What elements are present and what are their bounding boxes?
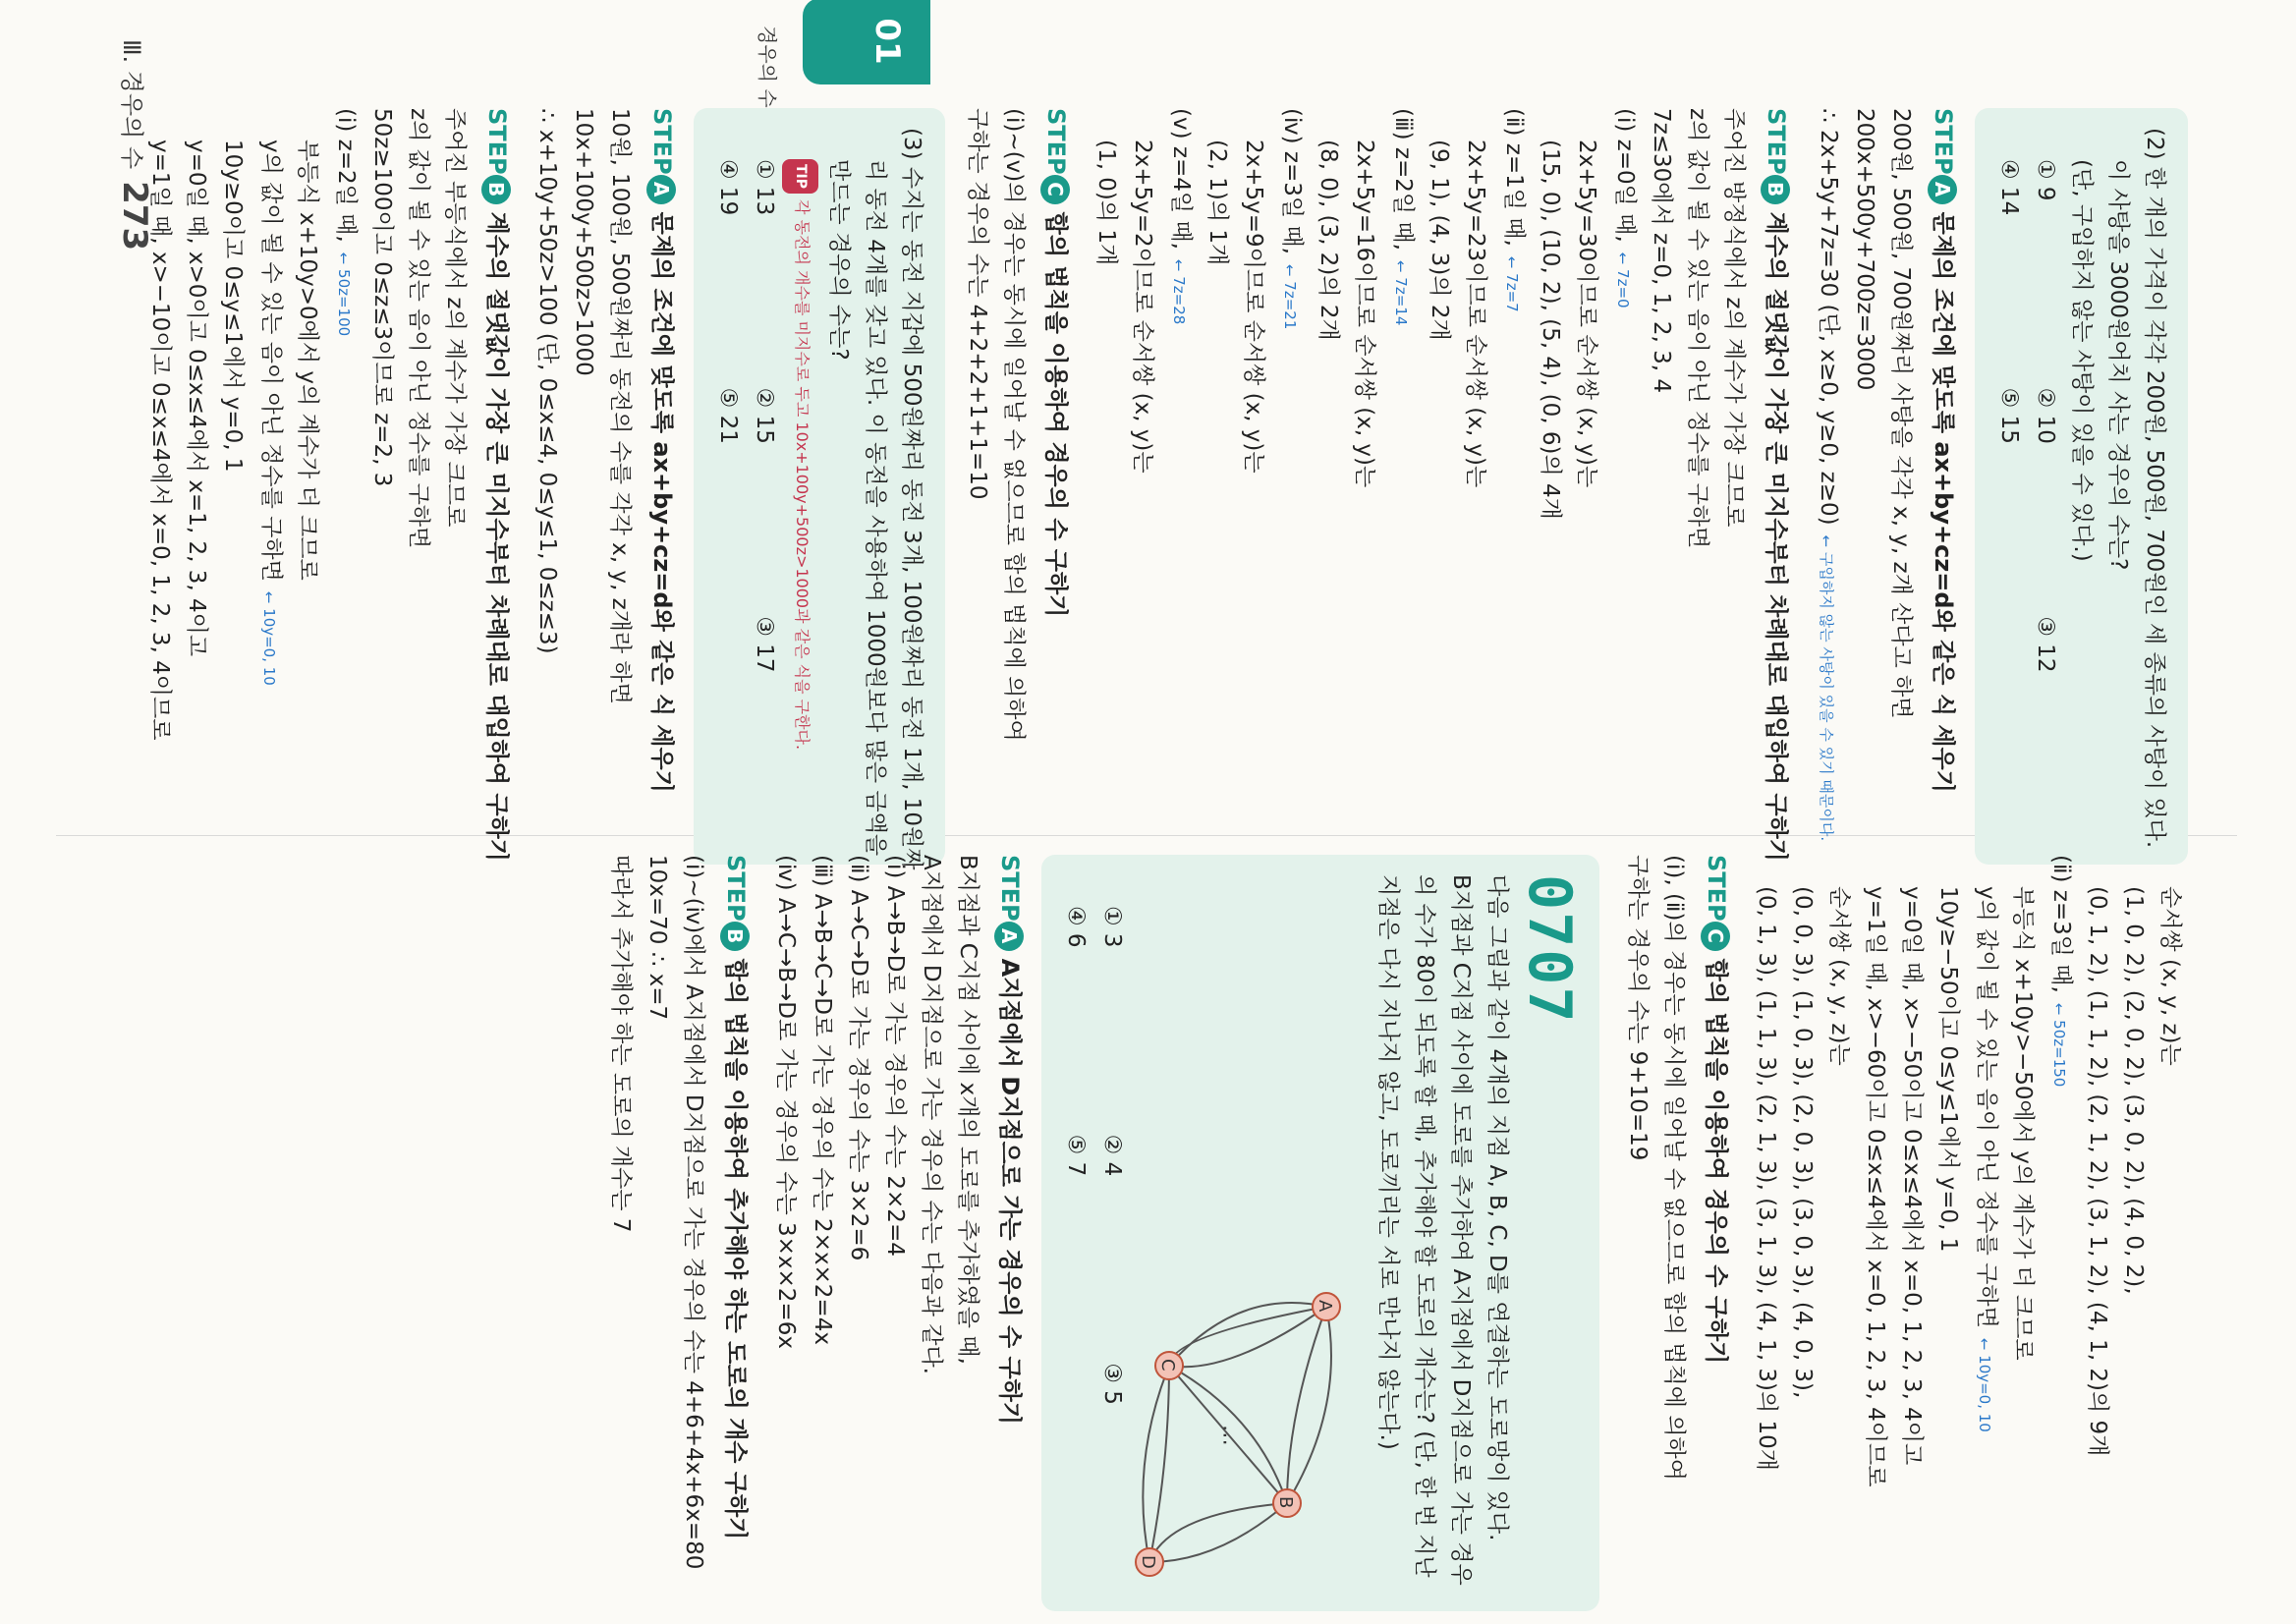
text-line: 2x+5y=9이므로 순서쌍 (x, y)는 (1241, 140, 1266, 474)
problem-number: 0707 (1515, 874, 1584, 1025)
question-2-box (1975, 108, 2188, 865)
q3-step-a-heading: STEPA문제의 조건에 맞도록 ax+by+cz=d와 같은 식 세우기 (648, 108, 676, 793)
text-line: 200원, 500원, 700원짜리 사탕을 각각 x, y, z개 산다고 하면 (1888, 108, 1914, 719)
step-c-heading: STEPC합의 법칙을 이용하여 경우의 수 구하기 (1703, 855, 1730, 1365)
svg-text:A: A (1315, 1300, 1335, 1313)
road-a-b (1287, 1307, 1326, 1503)
text-line: y=1일 때, x>−60이고 0≤x≤4에서 x=0, 1, 2, 3, 4이므로 (1863, 886, 1888, 1487)
text-line: 200x+500y+700z=3000 (1852, 108, 1877, 391)
choice[interactable]: ④ 6 (1063, 906, 1089, 948)
q3-line: 만드는 경우의 수는? (826, 159, 852, 361)
text-line: 구하는 경우의 수는 9+10=19 (1625, 855, 1651, 1161)
node-b (1273, 1489, 1301, 1517)
q3-choices (709, 128, 782, 845)
q2-line: 이 사탕을 3000원어치 사는 경우의 수는? (2105, 159, 2131, 571)
step-badge: B (1761, 175, 1790, 204)
chapter-number: 01 (868, 18, 907, 65)
text-line: 부등식 x+10y>0에서 y의 계수가 더 크므로 (295, 140, 320, 581)
problem-line: B지점과 C지점 사이에 도로를 추가하여 A지점에서 D지점으로 가는 경우 (1448, 874, 1474, 1586)
text-line: (1, 0)의 1개 (1093, 140, 1119, 266)
text-line: A지점에서 D지점으로 가는 경우의 수는 다음과 같다. (919, 855, 944, 1374)
node-a (1313, 1293, 1340, 1320)
step-c-heading: STEPC합의 법칙을 이용하여 경우의 수 구하기 (1042, 108, 1070, 618)
road-b-d (1149, 1503, 1287, 1562)
choice[interactable]: ② 15 (752, 387, 777, 444)
choice[interactable]: ⑤ 7 (1063, 1134, 1089, 1177)
choice[interactable]: ④ 19 (715, 159, 741, 216)
case-head: (ⅳ) z=3일 때,← 7z=21 (1279, 108, 1305, 330)
choice[interactable]: ① 13 (752, 159, 777, 216)
text-line: 10y≥0이고 0≤y≤1에서 y=0, 1 (220, 140, 246, 473)
road-b-d (1149, 1503, 1287, 1562)
text-line: 7z≤30에서 z=0, 1, 2, 3, 4 (1649, 108, 1674, 393)
svg-text:D: D (1138, 1555, 1158, 1569)
choice[interactable]: ② 10 (2033, 387, 2058, 444)
choice[interactable]: ② 4 (1099, 1134, 1125, 1177)
text-line: 2x+5y=23이므로 순서쌍 (x, y)는 (1463, 140, 1488, 488)
svg-text:B: B (1275, 1496, 1296, 1509)
text-line: (ⅰ)~(ⅴ)의 경우는 동시에 일어날 수 없으므로 합의 법칙에 의하여 (1001, 108, 1027, 742)
step-title: 합의 법칙을 이용하여 경우의 수 구하기 (1042, 211, 1070, 618)
text-line: (0, 1, 2), (1, 1, 2), (2, 1, 2), (3, 1, 2), (4, 1, 2)의 9개 (2085, 886, 2110, 1457)
page-footer (115, 39, 154, 251)
chapter-tab (756, 0, 930, 108)
step-b-heading: STEPB합의 법칙을 이용하여 추가해야 하는 도로의 개수 구하기 (722, 855, 750, 1540)
text-line: (ⅰ) A→B→D로 가는 경우의 수는 2×2=4 (882, 855, 908, 1257)
left-column (141, 108, 2188, 870)
step-title: 계수의 절댓값이 가장 큰 미지수부터 차례대로 대입하여 구하기 (1763, 211, 1790, 862)
text-line: B지점과 C지점 사이에 x개의 도로를 추가하였을 때, (955, 855, 980, 1365)
case-head: (ⅱ) z=3일 때,← 50z=150 (2048, 855, 2074, 1088)
text-line: (0, 1, 3), (1, 1, 3), (2, 1, 3), (3, 1, 3), (4, 1, 3)의 10개 (1754, 886, 1779, 1471)
chapter-label: 경우의 수 (756, 26, 779, 108)
text-line: y의 값이 될 수 있는 음이 아닌 정수를 구하면← 10y=0, 10 (1974, 886, 1999, 1432)
text-line: 주어진 부등식에서 z의 계수가 가장 크므로 (442, 108, 468, 528)
road-a-c (1169, 1307, 1326, 1366)
text-line: 부등식 x+10y>−50에서 y의 계수가 더 크므로 (2010, 886, 2036, 1361)
choice[interactable]: ③ 5 (1099, 1363, 1125, 1405)
choice[interactable]: ④ 14 (1996, 159, 2022, 216)
text-line: 2x+5y=2이므로 순서쌍 (x, y)는 (1130, 140, 1155, 474)
choice[interactable]: ⑤ 15 (1996, 387, 2022, 444)
text-line: 구하는 경우의 수는 4+2+2+1+1=10 (965, 108, 990, 500)
choice[interactable]: ⑤ 21 (715, 387, 741, 444)
choice[interactable]: ③ 12 (2033, 616, 2058, 673)
road-network-diagram (1130, 1267, 1366, 1592)
page-number: 273 (115, 181, 154, 252)
text-line: 50z≥100이고 0≤z≤3이므로 z=2, 3 (369, 108, 395, 487)
text-line: (ⅰ), (ⅱ)의 경우는 동시에 일어날 수 없으므로 합의 법칙에 의하여 (1661, 855, 1687, 1481)
text-line: (ⅳ) A→C→B→D로 가는 경우의 수는 3×x×2=6x (773, 855, 799, 1349)
text-line: z의 값이 될 수 있는 음이 아닌 정수를 구하면 (1685, 108, 1710, 549)
text-line: z의 값이 될 수 있는 음이 아닌 정수를 구하면 (406, 108, 431, 549)
text-line: 순서쌍 (x, y, z)는 (2157, 886, 2183, 1066)
case-head: (ⅴ) z=4일 때,← 7z=28 (1168, 108, 1194, 325)
text-line: y=0일 때, x>−50이고 0≤x≤4에서 x=0, 1, 2, 3, 4이고 (1899, 886, 1925, 1466)
step-b-heading: STEPB계수의 절댓값이 가장 큰 미지수부터 차례대로 대입하여 구하기 (1763, 108, 1790, 862)
text-line: y=0일 때, x>0이고 0≤x≤4에서 x=1, 2, 3, 4이고 (184, 140, 209, 657)
node-c (1155, 1352, 1183, 1379)
text-line: 순서쌍 (x, y, z)는 (1826, 886, 1852, 1066)
node-d (1136, 1548, 1163, 1576)
choice[interactable]: ① 9 (2033, 159, 2058, 201)
q3-line: (3) 수지는 동전 지갑에 500원짜리 동전 3개, 100원짜리 동전 1개, 10원짜 (899, 128, 924, 870)
text-line: y=1일 때, x>−10이고 0≤x≤4에서 x=0, 1, 2, 3, 4이므로 (147, 140, 173, 741)
text-line: y의 값이 될 수 있는 음이 아닌 정수를 구하면← 10y=0, 10 (258, 140, 284, 686)
text-line: (ⅰ)~(ⅳ)에서 A지점에서 D지점으로 가는 경우의 수는 4+6+4x+6x=80 (681, 855, 706, 1570)
text-line: (15, 0), (10, 2), (5, 4), (0, 6)의 4개 (1538, 140, 1563, 520)
figure-row (1130, 874, 1366, 1592)
text-line: (0, 0, 3), (1, 0, 3), (2, 0, 3), (3, 0, 3), (4, 0, 3), (1790, 886, 1816, 1399)
tip-line: TIP각 동전의 개수를 미지수로 두고 10x+100y+500z>1000과 같은 식을 구한다. (782, 128, 820, 845)
text-line: (ⅱ) A→C→D로 가는 경우의 수는 3×2=6 (846, 855, 871, 1261)
q3-line: 리 동전 4개를 갖고 있다. 이 동전을 사용하여 1000원보다 많은 금액을 (863, 159, 888, 857)
choice[interactable]: ① 3 (1099, 906, 1125, 948)
problem-line: 다음 그림과 같이 4개의 지점 A, B, C, D를 연결하는 도로망이 있다. (1484, 874, 1510, 1541)
text-line: 10원, 100원, 500원짜리 동전의 수를 각각 x, y, z개라 하면 (607, 108, 633, 704)
step-badge: C (1040, 175, 1070, 204)
q3-step-b-heading: STEPB계수의 절댓값이 가장 큰 미지수부터 차례대로 대입하여 구하기 (483, 108, 511, 862)
right-column (602, 855, 2188, 1611)
text-line: (8, 0), (3, 2)의 2개 (1316, 140, 1341, 341)
road-a-b (1287, 1307, 1331, 1503)
case-head: (ⅲ) z=2일 때,← 7z=14 (1390, 108, 1416, 326)
svg-text:C: C (1157, 1359, 1178, 1372)
text-line: 따라서 추가해야 하는 도로의 개수는 7 (608, 855, 634, 1233)
step-a-heading: STEPA문제의 조건에 맞도록 ax+by+cz=d와 같은 식 세우기 (1930, 108, 1957, 793)
text-line: ∴ x+10y+50z>100 (단, 0≤x≤4, 0≤y≤1, 0≤z≤3) (534, 108, 560, 654)
problem-choices (1057, 874, 1130, 1592)
tip-badge: TIP (782, 159, 818, 194)
question-3-box (694, 108, 945, 870)
text-line: 10y≥−50이고 0≤y≤1에서 y=0, 1 (1935, 886, 1961, 1253)
step-a-heading: STEPAA지점에서 D지점으로 가는 경우의 수 구하기 (996, 855, 1024, 1426)
text-line: (2, 1)의 1개 (1204, 140, 1230, 266)
problem-line: 의 수가 80이 되도록 할 때, 추가해야 할 도로의 개수는? (단, 한 번 지난 (1412, 874, 1437, 1578)
text-line: 주어진 방정식에서 z의 계수가 가장 크므로 (1721, 108, 1747, 528)
q2-choices (1990, 128, 2063, 845)
text-line: 2x+5y=16이므로 순서쌍 (x, y)는 (1352, 140, 1377, 488)
margin-note: ← 구입하지 않는 사탕이 있을 수 있기 때문이다. (1818, 534, 1835, 842)
case-head: (ⅰ) z=2일 때,← 50z=100 (333, 108, 359, 337)
problem-0707-box (1041, 855, 1599, 1611)
choice[interactable]: ③ 17 (752, 616, 777, 673)
text-line: 2x+5y=30이므로 순서쌍 (x, y)는 (1574, 140, 1599, 488)
step-title: 문제의 조건에 맞도록 ax+by+cz=d와 같은 식 세우기 (1930, 211, 1957, 793)
case-head: (ⅱ) z=1일 때,← 7z=7 (1501, 108, 1527, 312)
q2-line: (단, 구입하지 않는 사탕이 있을 수 있다.) (2069, 159, 2095, 562)
footer-label: Ⅲ. 경우의 수 (118, 39, 145, 170)
text-line: (9, 1), (4, 3)의 2개 (1427, 140, 1452, 341)
step-badge: A (1928, 175, 1957, 204)
text-line: ∴ 2x+5y+7z=30 (단, x≥0, y≥0, z≥0)← 구입하지 않는 사탕이 있을 수 있기 때문이다. (1816, 108, 1841, 842)
problem-line: 지점은 다시 지나지 않고, 도로끼리는 서로 만나지 않는다.) (1375, 874, 1401, 1450)
text-line: (1, 0, 2), (2, 0, 2), (3, 0, 2), (4, 0, 2), (2121, 886, 2147, 1295)
case-head: (ⅰ) z=0일 때,← 7z=0 (1612, 108, 1638, 308)
road-a-c (1169, 1307, 1326, 1367)
ellipsis-label: ⋯ (1212, 1425, 1237, 1446)
q2-line: (2) 한 개의 가격이 각각 200원, 500원, 700원인 세 종류의 사탕이 있다. (2142, 128, 2167, 849)
case-list (1088, 108, 1643, 865)
text-line: (ⅲ) A→B→C→D로 가는 경우의 수는 2×x×2=4x (810, 855, 835, 1345)
text-line: 10x=70 ∴ x=7 (644, 855, 670, 1021)
text-line: 10x+100y+500z>1000 (571, 108, 596, 376)
